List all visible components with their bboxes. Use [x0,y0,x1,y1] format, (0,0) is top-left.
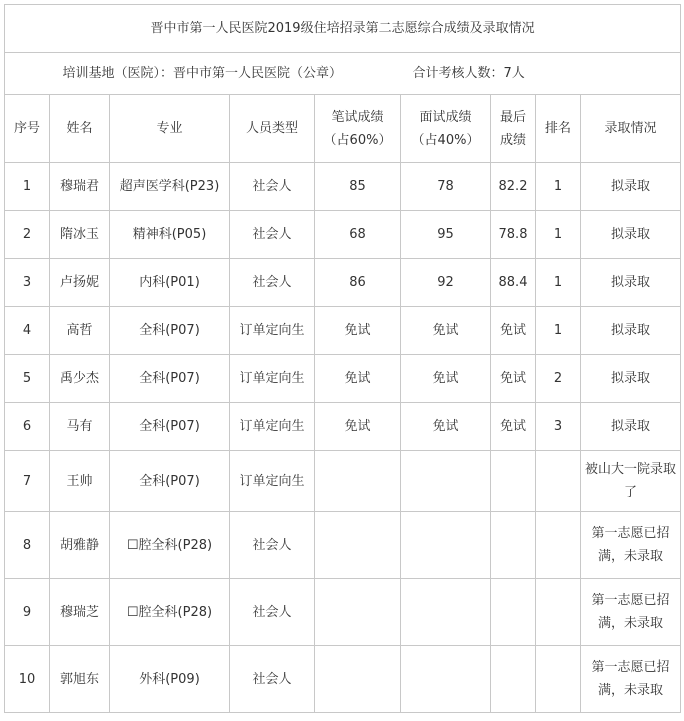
cell-rank [536,579,581,646]
cell-type: 社会人 [230,211,315,259]
cell-type: 订单定向生 [230,403,315,451]
cell-name: 胡雅静 [50,512,110,579]
header-major: 专业 [110,95,230,163]
cell-interview: 78 [401,163,491,211]
cell-admission: 第一志愿已招满，未录取 [581,646,681,713]
cell-rank: 1 [536,163,581,211]
cell-written [315,512,401,579]
cell-written: 免试 [315,355,401,403]
cell-seq: 9 [5,579,50,646]
cell-name: 隋冰玉 [50,211,110,259]
cell-type: 社会人 [230,512,315,579]
header-rank: 排名 [536,95,581,163]
cell-major: 全科(P07) [110,451,230,512]
cell-rank: 3 [536,403,581,451]
cell-major: 全科(P07) [110,355,230,403]
cell-seq: 7 [5,451,50,512]
admission-results-table [4,4,681,713]
title-row [5,5,681,53]
cell-seq: 10 [5,646,50,713]
header-written: 笔试成绩（占60%） [315,95,401,163]
cell-name: 卢扬妮 [50,259,110,307]
cell-interview: 免试 [401,355,491,403]
cell-major: 内科(P01) [110,259,230,307]
cell-major: 全科(P07) [110,403,230,451]
cell-name: 王帅 [50,451,110,512]
cell-rank: 2 [536,355,581,403]
cell-admission: 拟录取 [581,307,681,355]
cell-admission: 第一志愿已招满，未录取 [581,579,681,646]
cell-name: 郭旭东 [50,646,110,713]
cell-final [491,646,536,713]
cell-admission: 拟录取 [581,211,681,259]
cell-written: 免试 [315,307,401,355]
cell-rank: 1 [536,259,581,307]
cell-type: 社会人 [230,579,315,646]
cell-written [315,579,401,646]
cell-final: 78.8 [491,211,536,259]
table-row [5,355,681,403]
cell-interview: 免试 [401,403,491,451]
cell-seq: 5 [5,355,50,403]
cell-name: 穆瑞芝 [50,579,110,646]
base-info: 培训基地（医院）：晋中市第一人民医院（公章） [62,66,343,81]
cell-rank [536,451,581,512]
cell-seq: 2 [5,211,50,259]
cell-type: 社会人 [230,259,315,307]
header-row [5,95,681,163]
cell-seq: 1 [5,163,50,211]
cell-interview: 95 [401,211,491,259]
cell-type: 社会人 [230,163,315,211]
cell-final: 免试 [491,355,536,403]
cell-major: ☐腔全科(P28) [110,512,230,579]
cell-final: 82.2 [491,163,536,211]
header-type: 人员类型 [230,95,315,163]
cell-final: 88.4 [491,259,536,307]
cell-written [315,646,401,713]
table-row [5,512,681,579]
cell-admission: 拟录取 [581,403,681,451]
header-interview: 面试成绩（占40%） [401,95,491,163]
cell-admission: 拟录取 [581,259,681,307]
cell-written: 86 [315,259,401,307]
cell-final [491,579,536,646]
cell-rank [536,646,581,713]
cell-interview: 免试 [401,307,491,355]
cell-admission: 拟录取 [581,355,681,403]
cell-name: 高哲 [50,307,110,355]
cell-admission: 被山大一院录取了 [581,451,681,512]
cell-name: 穆瑞君 [50,163,110,211]
cell-type: 订单定向生 [230,355,315,403]
cell-major: 全科(P07) [110,307,230,355]
table-row [5,211,681,259]
cell-admission: 拟录取 [581,163,681,211]
cell-major: ☐腔全科(P28) [110,579,230,646]
header-admission: 录取情况 [581,95,681,163]
cell-major: 外科(P09) [110,646,230,713]
cell-interview: 92 [401,259,491,307]
cell-name: 禹少杰 [50,355,110,403]
table-row [5,451,681,512]
table-row [5,307,681,355]
cell-seq: 6 [5,403,50,451]
cell-interview [401,646,491,713]
cell-seq: 4 [5,307,50,355]
document-title: 晋中市第一人民医院2019级住培招录第二志愿综合成绩及录取情况 [5,5,681,53]
cell-final [491,451,536,512]
cell-written: 68 [315,211,401,259]
cell-rank [536,512,581,579]
cell-final [491,512,536,579]
cell-type: 订单定向生 [230,451,315,512]
table-row [5,403,681,451]
cell-written [315,451,401,512]
cell-major: 精神科(P05) [110,211,230,259]
total-info: 合计考核人数：7人 [412,66,525,81]
cell-name: 马有 [50,403,110,451]
table-row [5,259,681,307]
cell-major: 超声医学科(P23) [110,163,230,211]
cell-interview [401,451,491,512]
cell-rank: 1 [536,307,581,355]
header-name: 姓名 [50,95,110,163]
header-seq: 序号 [5,95,50,163]
cell-interview [401,512,491,579]
table-row [5,579,681,646]
cell-written: 免试 [315,403,401,451]
cell-interview [401,579,491,646]
cell-admission: 第一志愿已招满，未录取 [581,512,681,579]
cell-seq: 3 [5,259,50,307]
header-final: 最后成绩 [491,95,536,163]
table-row [5,646,681,713]
cell-type: 社会人 [230,646,315,713]
info-cell [5,53,681,95]
cell-written: 85 [315,163,401,211]
cell-rank: 1 [536,211,581,259]
cell-seq: 8 [5,512,50,579]
cell-final: 免试 [491,403,536,451]
cell-final: 免试 [491,307,536,355]
table-row [5,163,681,211]
cell-type: 订单定向生 [230,307,315,355]
info-row [5,53,681,95]
